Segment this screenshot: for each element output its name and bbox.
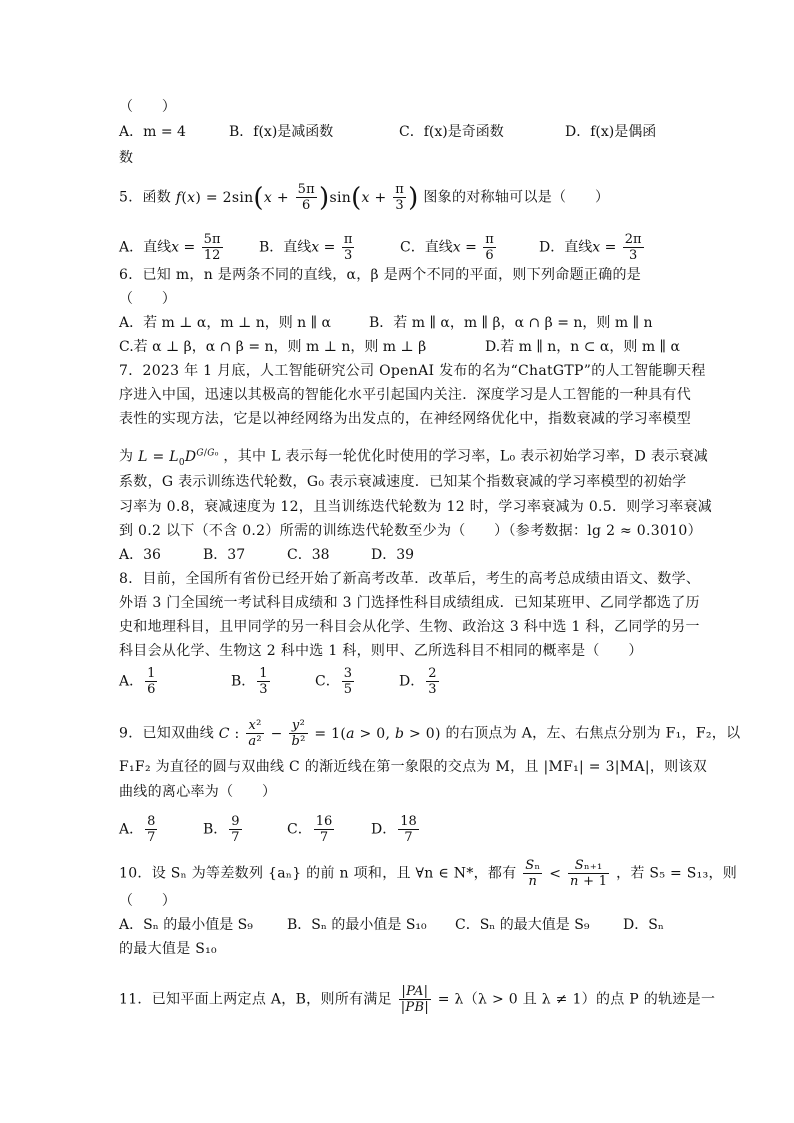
- q5-stem: [119, 182, 679, 213]
- q10-line1: [119, 858, 738, 889]
- q7-line4-prefix: 为: [119, 448, 134, 465]
- q5-option-a: A．直线x = $\frac{5\pi}{12}$: [119, 232, 221, 263]
- q9-option-b-fraction: $\frac{9}{7}$: [231, 814, 240, 845]
- q8-line3: 史和地理科目，且甲同学的另一科目会从化学、生物、政治这 3 科中选 1 科，乙同学的另一: [119, 619, 700, 635]
- q9-hyperbola-formula: C : $\frac{\text{x²}}{\text{a²}}$ − $\frac{\text{y²}}{\text{b²}}$ = 1(a > 0, b > 0): [218, 718, 441, 749]
- q8-option-d-fraction: $\frac{2}{3}$: [428, 666, 437, 697]
- q9-option-a-fraction: $\frac{8}{7}$: [147, 814, 156, 845]
- q8-option-c-fraction: $\frac{3}{5}$: [343, 666, 352, 697]
- q8-option-a: [119, 666, 159, 697]
- q9-option-b: [203, 814, 244, 845]
- q5-option-a-label: A．直线: [119, 239, 172, 256]
- q10-option-a: A．Sₙ 的最小值是 S₉: [119, 917, 253, 933]
- q11-line1-prefix: 11．已知平面上两定点 A，B，则所有满足: [119, 991, 392, 1008]
- q11-line1-suffix: = λ（λ > 0 且 λ ≠ 1）的点 P 的轨迹是一: [437, 991, 716, 1008]
- q7-option-d: D．39: [371, 547, 415, 563]
- q7-line5: 系数，G 表示训练迭代轮数，G₀ 表示衰减速度．已知某个指数衰减的学习率模型的初始学: [119, 474, 687, 490]
- q5-stem-prefix: 5．函数: [119, 189, 172, 206]
- q8-option-a-fraction: $\frac{1}{6}$: [147, 666, 156, 697]
- q9-line2: F₁F₂ 为直径的圆与双曲线 C 的渐近线在第一象限的交点为 M，且 |MF₁| = 3|MA|，则该双: [119, 759, 708, 775]
- q6-option-c: C.若 α ⊥ β，α ∩ β = n，则 m ⊥ n，则 m ⊥ β: [119, 339, 427, 355]
- q7-option-c: C．38: [287, 547, 330, 563]
- q4-option-a: A．m = 4: [119, 124, 186, 140]
- q7-option-a: A．36: [119, 547, 161, 563]
- q6-stem: 6．已知 m，n 是两条不同的直线，α，β 是两个不同的平面，则下列命题正确的是: [119, 267, 642, 283]
- q11-line1: [119, 984, 716, 1015]
- q8-option-b: [231, 666, 272, 697]
- q7-line3: 表性的实现方法，它是以神经网络为出发点的，在神经网络优化中，指数衰减的学习率模型: [119, 411, 691, 427]
- q10-line1-suffix: ，若 S₅ = S₁₃，则: [616, 865, 738, 882]
- q4-option-b: B．f(x)是减函数: [229, 124, 334, 140]
- q10-inequality: $\frac{\text{Sₙ}}{n}$ < $\frac{\text{Sₙ₊₁}}{n + 1}$: [525, 858, 608, 889]
- q5-option-c-label: C．直线: [400, 239, 453, 256]
- q5-option-b-label: B．直线: [259, 239, 312, 256]
- q10-option-c: C．Sₙ 的最大值是 S₉: [455, 917, 590, 933]
- q9-option-a-label: A．: [119, 821, 144, 838]
- q7-line4: [119, 444, 709, 471]
- q8-line1: 8．目前，全国所有省份已经开始了新高考改革．改革后，考生的高考总成绩由语文、数学、: [119, 571, 701, 587]
- q8-option-a-label: A．: [119, 673, 144, 690]
- q8-option-c-label: C．: [315, 673, 340, 690]
- q10-option-d: D．Sₙ: [623, 917, 664, 933]
- q9-line3: 曲线的离心率为（ ）: [119, 784, 277, 800]
- q10-option-d-cont: 的最大值是 S₁₀: [119, 941, 217, 957]
- q4-paren: （ ）: [119, 99, 177, 115]
- q9-option-c: [287, 814, 336, 845]
- q8-option-b-label: B．: [231, 673, 256, 690]
- q11-ratio: $\frac{|PA|}{|PB|}$: [400, 984, 430, 1015]
- q5-function-formula: f(x) = 2sin(x + $\frac{5\pi}{6}$ )sin(x + $\frac{\pi}{3}$ ): [175, 182, 419, 213]
- q6-option-d: D.若 m ∥ n，n ⊂ α，则 m ∥ α: [485, 339, 680, 355]
- q9-option-d-label: D．: [371, 821, 397, 838]
- q8-line2: 外语 3 门全国统一考试科目成绩和 3 门选择性科目成绩组成．已知某班甲、乙同学都选了历: [119, 595, 700, 611]
- q4-option-d-cont: 数: [119, 150, 134, 166]
- q9-option-d: [371, 814, 421, 845]
- q7-line1: 7．2023 年 1 月底，人工智能研究公司 OpenAI 发布的名为“ChatGTP”的人工智能聊天程: [119, 363, 706, 379]
- q9-line1: [119, 718, 741, 749]
- q8-option-d: [399, 666, 441, 697]
- q5-option-c: C．直线x = $\frac{\pi}{6}$: [400, 232, 494, 263]
- q9-option-b-label: B．: [203, 821, 228, 838]
- q10-line1-prefix: 10．设 Sₙ 为等差数列 {aₙ} 的前 n 项和，且 ∀n ∈ N*，都有: [119, 865, 517, 882]
- q6-option-a: A．若 m ⊥ α，m ⊥ n，则 n ∥ α: [119, 315, 332, 331]
- q8-option-d-label: D．: [399, 673, 425, 690]
- q7-line4-suffix: ，其中 L 表示每一轮优化时使用的学习率，L₀ 表示初始学习率，D 表示衰减: [223, 448, 709, 465]
- q9-line1-prefix: 9．已知双曲线: [119, 725, 215, 742]
- q7-formula: $L = L_0D^{G/G_0}$: [138, 448, 219, 468]
- q6-option-b: B．若 m ∥ α，m ∥ β，α ∩ β = n，则 m ∥ n: [369, 315, 653, 331]
- q10-paren: （ ）: [119, 893, 177, 909]
- q7-line6: 习率为 0.8，衰减速度为 12，且当训练迭代轮数为 12 时，学习率衰减为 0.5．则学习率衰减: [119, 499, 713, 515]
- q5-stem-suffix: 图象的对称轴可以是（ ）: [423, 189, 610, 206]
- q8-option-b-fraction: $\frac{1}{3}$: [259, 666, 268, 697]
- q9-option-a: [119, 814, 159, 845]
- q7-line7: 到 0.2 以下（不含 0.2）所需的训练迭代轮数至少为（ ）（参考数据：lg 2 ≈ 0.3010）: [119, 523, 702, 539]
- q5-option-b: B．直线x = $\frac{\pi}{3}$: [259, 232, 353, 263]
- q8-option-c: [315, 666, 356, 697]
- q4-option-c: C．f(x)是奇函数: [399, 124, 504, 140]
- q9-line1-suffix: 的右顶点为 A，左、右焦点分别为 F₁，F₂，以: [445, 725, 741, 742]
- q9-option-d-fraction: $\frac{18}{7}$: [400, 814, 417, 845]
- q7-line2: 序进入中国，迅速以其极高的智能化水平引起国内关注．深度学习是人工智能的一种具有代: [119, 387, 691, 403]
- q10-option-b: B．Sₙ 的最小值是 S₁₀: [287, 917, 427, 933]
- q5-option-d-label: D．直线: [539, 239, 593, 256]
- q7-option-b: B．37: [203, 547, 246, 563]
- q4-option-d: D．f(x)是偶函: [565, 124, 657, 140]
- q5-option-d: D．直线x = $\frac{2\pi}{3}$: [539, 232, 642, 263]
- q9-option-c-label: C．: [287, 821, 312, 838]
- q6-paren: （ ）: [119, 291, 177, 307]
- q9-option-c-fraction: $\frac{16}{7}$: [315, 814, 333, 845]
- q8-line4: 科目会从化学、生物这 2 科中选 1 科，则甲、乙所选科目不相同的概率是（ ）: [119, 643, 643, 659]
